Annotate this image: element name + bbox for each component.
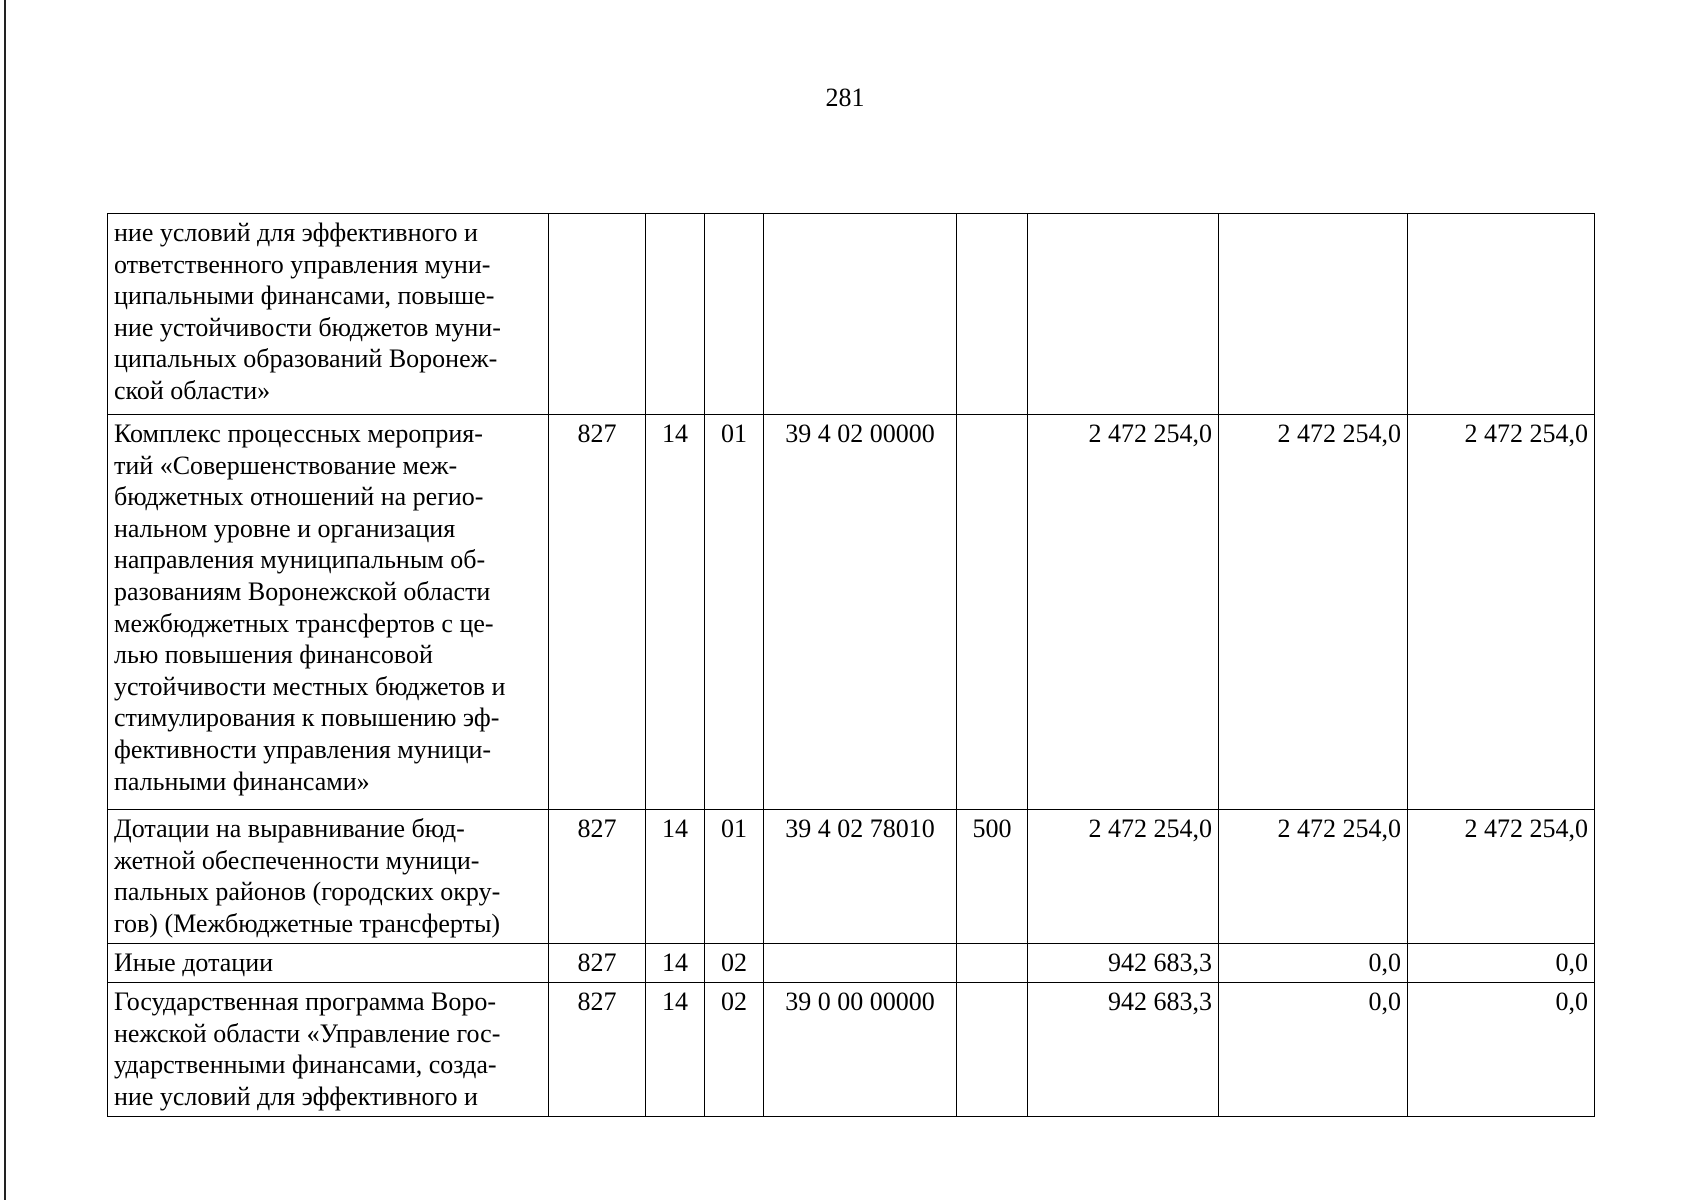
page-number: 281 — [825, 83, 865, 112]
cell-sum-1: 942 683,3 — [1028, 983, 1219, 1117]
cell-sum-1: 2 472 254,0 — [1028, 810, 1219, 944]
cell-sum-3 — [1408, 214, 1595, 415]
cell-rz — [646, 214, 705, 415]
cell-gr: 827 — [549, 983, 646, 1117]
cell-rz: 14 — [646, 983, 705, 1117]
cell-vr: 500 — [957, 810, 1028, 944]
cell-vr — [957, 214, 1028, 415]
table-row — [108, 214, 1595, 415]
budget-table — [107, 213, 1595, 1117]
cell-sum-3: 2 472 254,0 — [1408, 810, 1595, 944]
cell-csr: 39 4 02 78010 — [764, 810, 957, 944]
cell-gr — [549, 214, 646, 415]
row-description: ние условий для эффективного и ответственного управления муни- ципальными финансами, повыше- ние устойчивости бюджетов муни- ципальных образований Воронеж- ской области» — [108, 214, 549, 415]
cell-sum-2 — [1219, 214, 1408, 415]
cell-sum-3: 0,0 — [1408, 944, 1595, 983]
cell-rz: 14 — [646, 944, 705, 983]
cell-sum-1: 2 472 254,0 — [1028, 415, 1219, 810]
cell-sum-2: 2 472 254,0 — [1219, 415, 1408, 810]
scan-edge-line — [4, 0, 6, 1200]
cell-csr: 39 4 02 00000 — [764, 415, 957, 810]
row-description: Комплекс процессных мероприя- тий «Совершенствование меж- бюджетных отношений на регио- нальном уровне и организация направления муниципальным об- разованиям Воронежской области межбюджетных трансфертов с це- лью повышения финансовой устойчивости местных бюджетов и стимулирования к повышению эф- фективности управления муници- пальными финансами» — [108, 415, 549, 810]
cell-vr — [957, 983, 1028, 1117]
cell-sum-2: 0,0 — [1219, 944, 1408, 983]
table-row — [108, 415, 1595, 810]
cell-vr — [957, 415, 1028, 810]
cell-sum-2: 0,0 — [1219, 983, 1408, 1117]
row-description: Иные дотации — [108, 944, 549, 983]
cell-sum-3: 2 472 254,0 — [1408, 415, 1595, 810]
table-row — [108, 810, 1595, 944]
cell-gr: 827 — [549, 944, 646, 983]
row-description: Государственная программа Воро- нежской области «Управление гос- ударственными финансами, созда- ние условий для эффективного и — [108, 983, 549, 1117]
cell-csr — [764, 944, 957, 983]
cell-pr: 01 — [705, 415, 764, 810]
cell-sum-1 — [1028, 214, 1219, 415]
cell-csr: 39 0 00 00000 — [764, 983, 957, 1117]
table-row — [108, 983, 1595, 1117]
cell-vr — [957, 944, 1028, 983]
cell-sum-1: 942 683,3 — [1028, 944, 1219, 983]
cell-gr: 827 — [549, 415, 646, 810]
row-description: Дотации на выравнивание бюд- жетной обеспеченности муници- пальных районов (городских окру- гов) (Межбюджетные трансферты) — [108, 810, 549, 944]
cell-csr — [764, 214, 957, 415]
table-row — [108, 944, 1595, 983]
cell-pr: 01 — [705, 810, 764, 944]
cell-pr: 02 — [705, 944, 764, 983]
cell-pr: 02 — [705, 983, 764, 1117]
cell-sum-3: 0,0 — [1408, 983, 1595, 1117]
cell-sum-2: 2 472 254,0 — [1219, 810, 1408, 944]
cell-rz: 14 — [646, 415, 705, 810]
cell-pr — [705, 214, 764, 415]
cell-gr: 827 — [549, 810, 646, 944]
cell-rz: 14 — [646, 810, 705, 944]
